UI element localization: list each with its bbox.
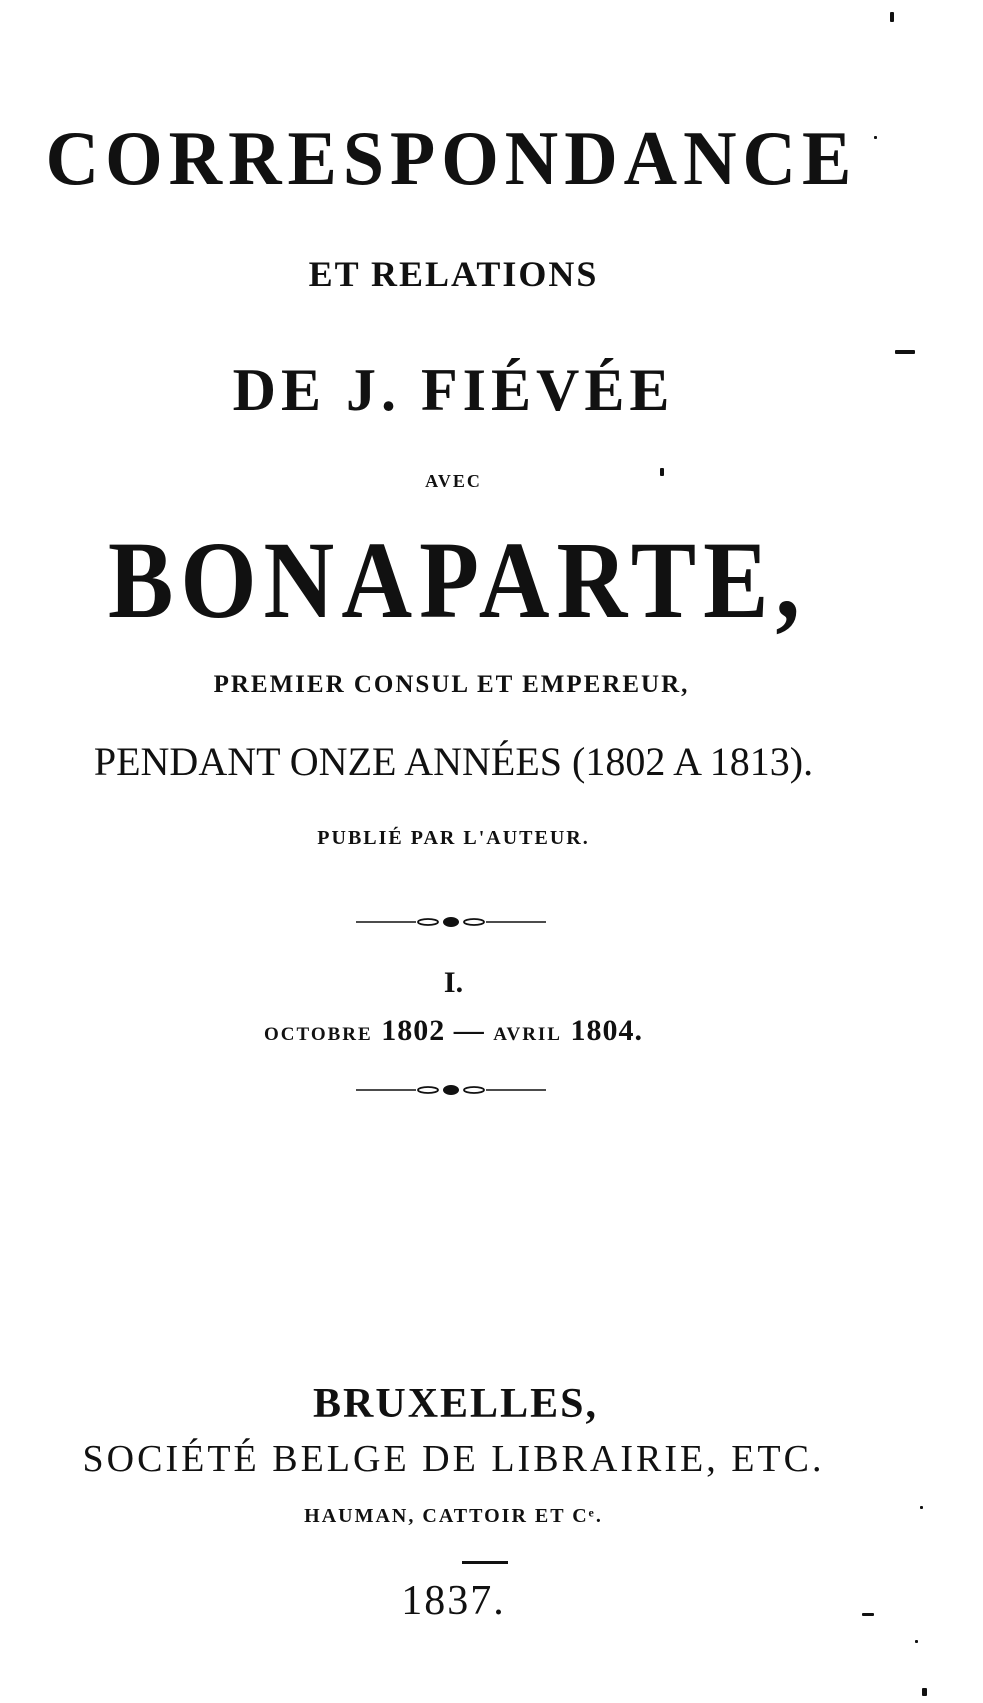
ornamental-rule-top [356, 915, 546, 929]
scan-speck [915, 1640, 918, 1643]
title-connector: AVEC [425, 471, 482, 491]
imprint-publisher: SOCIÉTÉ BELGE DE LIBRAIRIE, ETC. [82, 1438, 825, 1480]
end-year: 1804. [570, 1014, 643, 1047]
scan-speck [660, 468, 664, 476]
scan-speck [920, 1506, 923, 1509]
date-dash: — [453, 1014, 485, 1047]
scan-speck [862, 1613, 874, 1616]
publication-note: PUBLIÉ PAR L'AUTEUR. [317, 827, 590, 849]
start-year: 1802 [381, 1014, 446, 1047]
volume-number: I. [443, 966, 464, 999]
imprint-printers: HAUMAN, CATTOIR ET Cᵉ. [304, 1505, 603, 1527]
period-line: PENDANT ONZE ANNÉES (1802 A 1813). [93, 739, 814, 784]
subject-titles: PREMIER CONSUL ET EMPEREUR, [213, 671, 690, 698]
end-month: AVRIL [493, 1024, 562, 1045]
title-correspondance: CORRESPONDANCE [45, 115, 858, 203]
ornamental-rule-bottom [356, 1083, 546, 1097]
scan-speck [895, 350, 915, 354]
volume-dates [0, 1016, 945, 1046]
title-author: DE J. FIÉVÉE [232, 357, 675, 423]
imprint-city: BRUXELLES, [313, 1381, 598, 1427]
title-et-relations: ET RELATIONS [308, 254, 599, 294]
title-subject: BONAPARTE, [107, 520, 808, 642]
scan-speck [890, 12, 894, 22]
imprint-year: 1837. [401, 1578, 506, 1624]
scan-speck [874, 136, 877, 139]
start-month: OCTOBRE [264, 1024, 373, 1045]
imprint-rule [462, 1561, 508, 1564]
scan-speck [922, 1688, 927, 1696]
